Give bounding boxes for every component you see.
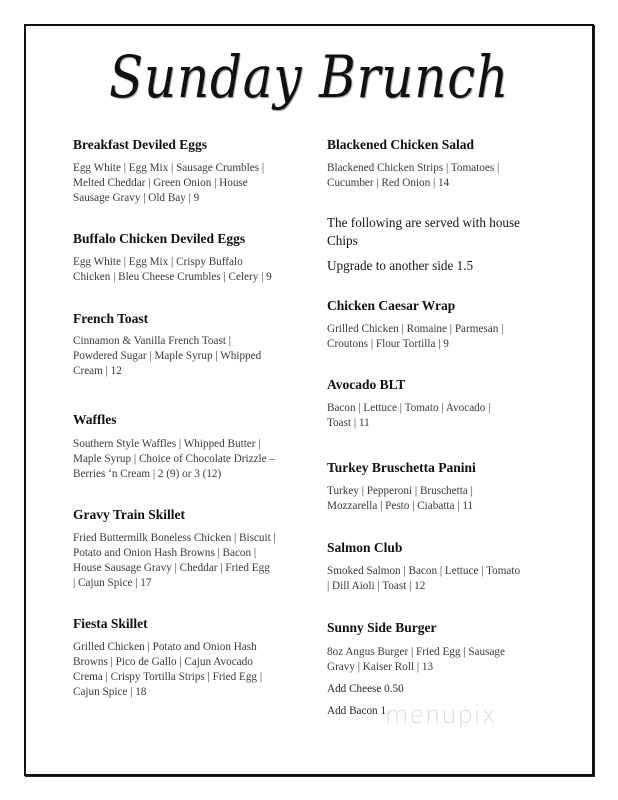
watermark-logo: menupix (385, 701, 497, 729)
description-line: Berries ‘n Cream | 2 (9) or 3 (12) (73, 468, 222, 480)
item-name: Turkey Bruschetta Panini (327, 460, 476, 475)
item-description (327, 322, 503, 352)
item-name: Blackened Chicken Salad (327, 137, 475, 152)
item-name: Buffalo Chicken Deviled Eggs (73, 231, 246, 246)
description-line: Croutons | Flour Tortilla | 9 (327, 338, 449, 350)
description-line: Melted Cheddar | Green Onion | House (73, 177, 248, 189)
item-description (73, 255, 272, 285)
description-line: Grilled Chicken | Romaine | Parmesan | (327, 323, 504, 335)
description-line: 8oz Angus Burger | Fried Egg | Sausage (327, 646, 505, 658)
description-line: Mozzarella | Pesto | Ciabatta | 11 (327, 500, 474, 512)
item-description (73, 437, 275, 482)
item-name: Fiesta Skillet (73, 616, 148, 631)
item-description (327, 564, 520, 594)
item-name: Breakfast Deviled Eggs (73, 137, 207, 152)
description-line: Cinnamon & Vanilla French Toast | (73, 335, 231, 347)
description-line: Chicken | Bleu Cheese Crumbles | Celery | 9 (73, 271, 272, 283)
menu-title: Sunday Brunch (108, 43, 510, 111)
item-description (327, 645, 505, 675)
sides-note-line: Chips (327, 233, 358, 248)
description-line: Egg White | Egg Mix | Sausage Crumbles | (73, 162, 265, 174)
description-line: Southern Style Waffles | Whipped Butter | (73, 438, 261, 450)
item-name: Salmon Club (327, 540, 403, 555)
description-line: Crema | Crispy Tortilla Strips | Fried Egg | (73, 671, 263, 683)
addon-cheese: Add Cheese 0.50 (327, 683, 404, 695)
description-line: House Sausage Gravy | Cheddar | Fried Egg (73, 562, 270, 574)
item-name: Waffles (73, 412, 117, 427)
description-line: Smoked Salmon | Bacon | Lettuce | Tomato (327, 565, 521, 577)
item-name: Sunny Side Burger (327, 620, 437, 635)
item-name: Avocado BLT (327, 377, 406, 392)
description-line: | Cajun Spice | 17 (73, 577, 152, 589)
sides-note-line: The following are served with house (327, 215, 520, 230)
item-description (73, 161, 264, 206)
item-description (327, 161, 499, 191)
description-line: Potato and Onion Hash Browns | Bacon | (73, 547, 257, 559)
item-description (73, 334, 261, 379)
addon-bacon: Add Bacon 1 (327, 705, 387, 717)
description-line: Fried Buttermilk Boneless Chicken | Biscuit | (73, 532, 276, 544)
description-line: Grilled Chicken | Potato and Onion Hash (73, 641, 257, 653)
item-name: Chicken Caesar Wrap (327, 298, 456, 313)
upgrade-note: Upgrade to another side 1.5 (327, 258, 474, 273)
item-name: Gravy Train Skillet (73, 507, 186, 522)
description-line: | Dill Aioli | Toast | 12 (327, 580, 426, 592)
description-line: Powdered Sugar | Maple Syrup | Whipped (73, 350, 262, 362)
description-line: Gravy | Kaiser Roll | 13 (327, 661, 434, 673)
item-description (327, 401, 490, 431)
item-description (327, 484, 473, 514)
description-line: Sausage Gravy | Old Bay | 9 (73, 192, 200, 204)
description-line: Cream | 12 (73, 365, 122, 377)
description-line: Cucumber | Red Onion | 14 (327, 177, 450, 189)
description-line: Bacon | Lettuce | Tomato | Avocado | (327, 402, 491, 414)
description-line: Browns | Pico de Gallo | Cajun Avocado (73, 656, 253, 668)
description-line: Maple Syrup | Choice of Chocolate Drizzle – (73, 453, 276, 465)
description-line: Cajun Spice | 18 (73, 686, 147, 698)
description-line: Blackened Chicken Strips | Tomatoes | (327, 162, 500, 174)
description-line: Egg White | Egg Mix | Crispy Buffalo (73, 256, 243, 268)
description-line: Turkey | Pepperoni | Bruschetta | (327, 485, 473, 497)
description-line: Toast | 11 (327, 417, 370, 429)
item-description (73, 640, 262, 700)
item-name: French Toast (73, 311, 149, 326)
item-description (73, 531, 276, 591)
sides-note (327, 214, 520, 250)
